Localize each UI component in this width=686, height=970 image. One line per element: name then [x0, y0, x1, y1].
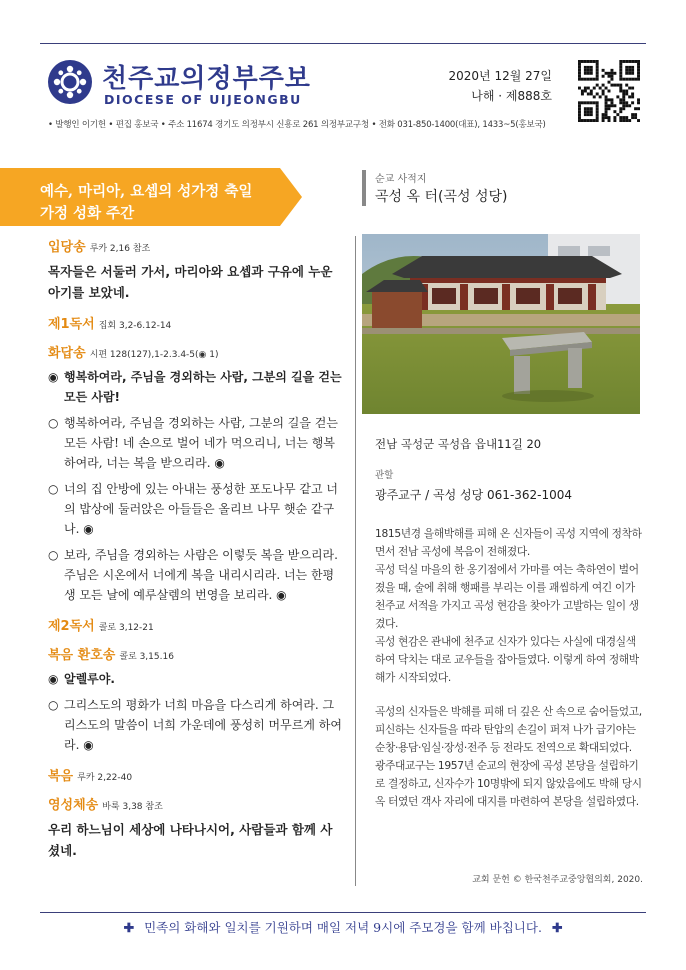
history-paragraph: 광주대교구는 1957년 순교의 현장에 곡성 본당을 설립하기로 결정하고, 신자수가 10명밖에 되지 않았음에도 박해 당시 옥 터였던 객사 자리에 대지를 마련하여 본당을 설립하였다.: [375, 759, 642, 808]
banner-subtitle: 가정 성화 주간: [40, 205, 135, 222]
entrance-antiphon-head: 입당송 루카 2,16 참조: [48, 240, 151, 255]
psalm-verse-2: ○ 너의 집 안방에 있는 아내는 풍성한 포도나무 같고 너의 밥상에 둘러앉은 아들들은 올리브 나무 햇순 같구나. ◉: [48, 479, 342, 539]
verse-mark-icon: ○: [48, 698, 59, 712]
issue-date: 2020년 12월 27일: [448, 69, 552, 83]
shrine-manager-label: 관할: [375, 470, 394, 481]
publication-info: • 발행인 이기헌 • 편집 홍보국 • 주소 11674 경기도 의정부시 신흥로 261 의정부교구청 • 전화 031-850-1400(대표), 1433~5(홍보국): [48, 120, 546, 130]
psalm-head: 화답송 시편 128(127),1-2.3.4-5(◉ 1): [48, 346, 219, 361]
footer-prayer: [0, 918, 686, 936]
psalm-verse-3: ○ 보라, 주님을 경외하는 사람은 이렇듯 복을 받으리라. 주님은 시온에서 너에게 복을 내리시리라. 너는 한평생 모든 날에 예루살렘의 번영을 보리라. ◉: [48, 545, 342, 605]
communion-antiphon-text: 우리 하느님이 세상에 나타나시어, 사람들과 함께 사셨네.: [48, 822, 333, 858]
column-divider: [355, 236, 356, 886]
shrine-history: [375, 525, 643, 811]
history-paragraph: 곡성 현감은 관내에 천주교 신자가 있다는 사실에 대경실색하여 닥치는 대로 교우들을 잡아들였다. 이렇게 하여 정해박해가 시작되었다.: [375, 635, 639, 684]
shrine-manager: 광주교구 / 곡성 성당 061-362-1004: [375, 488, 573, 502]
psalm-verse-1: ○ 행복하여라, 주님을 경외하는 사람, 그분의 길을 걷는 모든 사람! 네 손으로 벌어 네가 먹으리니, 너는 행복하여라, 너는 복을 받으리라. ◉: [48, 413, 342, 473]
first-reading-head: 제1독서 집회 3,2-6.12-14: [48, 317, 172, 332]
masthead-title: 천주교의정부주보: [102, 64, 311, 94]
verse-mark-icon: ○: [48, 416, 59, 430]
banner-title: 예수, 마리아, 요셉의 성가정 축일: [40, 183, 253, 200]
psalm-response: ◉ 행복하여라, 주님을 경외하는 사람, 그분의 길을 걷는 모든 사람!: [48, 367, 342, 407]
bottom-rule: [40, 912, 646, 913]
history-paragraph: 곡성 덕실 마을의 한 옹기점에서 가마를 여는 축하연이 벌어졌을 때, 술에 취해 행패를 부리는 이를 괘씸하게 여긴 이가 천주교 서적을 가지고 곡성 현감을 찾아가 고발하는 일이 생겼다.: [375, 563, 639, 630]
gospel-acclamation-head: 복음 환호송 콜로 3,15.16: [48, 648, 174, 663]
issue-number: 나해 · 제888호: [471, 89, 552, 103]
second-reading-head: 제2독서 콜로 3,12-21: [48, 619, 154, 634]
response-mark-icon: ◉: [48, 672, 59, 686]
diocese-logo-icon: [48, 60, 92, 104]
shrine-photo: [362, 234, 640, 414]
liturgy-column: [48, 236, 342, 861]
communion-antiphon-head: 영성체송 바룩 3,38 참조: [48, 798, 163, 813]
shrine-title: 곡성 옥 터(곡성 성당): [375, 189, 508, 205]
gospel-head: 복음 루카 2,22-40: [48, 769, 133, 784]
alleluia-response: ◉ 알렐루야.: [48, 669, 342, 689]
entrance-antiphon-text: 목자들은 서둘러 가서, 마리아와 요셉과 구유에 누운 아기를 보았네.: [48, 264, 333, 300]
shrine-accent-bar: [362, 170, 366, 206]
source-credit: 교회 문헌 © 한국천주교중앙협의회, 2020.: [472, 875, 643, 885]
verse-mark-icon: ○: [48, 548, 59, 562]
shrine-address: 전남 곡성군 곡성읍 읍내11길 20: [375, 437, 542, 451]
history-paragraph: 곡성의 신자들은 박해를 피해 더 깊은 산 속으로 숨어들었고, 피신하는 신자들을 따라 탄압의 손길이 퍼져 나가 급기야는 순창·용담·임실·장성·전주 등 전라도 전역으로 확대되었다.: [375, 705, 642, 754]
cross-icon: ✚: [123, 920, 135, 935]
footer-text: 민족의 화해와 일치를 기원하며 매일 저녁 9시에 주모경을 함께 바칩니다.: [144, 920, 542, 935]
cross-icon: ✚: [551, 920, 563, 935]
alleluia-verse: ○ 그리스도의 평화가 너희 마음을 다스리게 하여라. 그리스도의 말씀이 너희 가운데에 풍성히 머무르게 하여라. ◉: [48, 695, 342, 755]
shrine-kicker: 순교 사적지: [375, 174, 427, 185]
response-mark-icon: ◉: [48, 370, 59, 384]
history-paragraph: 1815년경 을해박해를 피해 온 신자들이 곡성 지역에 정착하면서 전남 곡성에 복음이 전해졌다.: [375, 527, 642, 558]
masthead-subtitle: DIOCESE OF UIJEONGBU: [104, 92, 302, 107]
top-rule: [40, 43, 646, 44]
qr-code-icon[interactable]: [578, 60, 640, 122]
verse-mark-icon: ○: [48, 482, 59, 496]
